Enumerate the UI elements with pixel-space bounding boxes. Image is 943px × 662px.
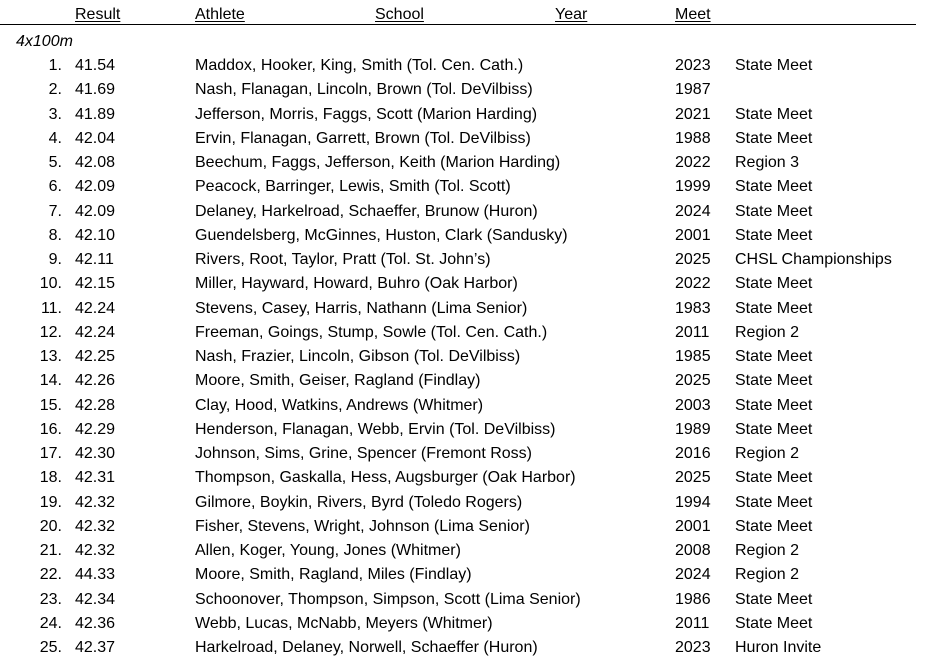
result-cell: 42.30 — [75, 445, 116, 462]
result-cell: 41.54 — [75, 57, 116, 74]
header-year: Year — [555, 6, 588, 23]
result-cell: 42.31 — [75, 469, 116, 487]
year-cell: 2021 — [675, 105, 711, 123]
year-cell: 2022 — [675, 154, 711, 171]
table-row — [0, 299, 943, 323]
year-cell: 1989 — [675, 420, 711, 438]
rank-cell: 19. — [39, 493, 62, 511]
result-cell: 41.69 — [75, 81, 116, 99]
result-cell: 42.04 — [75, 129, 116, 147]
athlete-cell: Nash, Frazier, Lincoln, Gibson (Tol. DeVilbiss) — [195, 348, 521, 365]
athlete-cell: Fisher, Stevens, Wright, Johnson (Lima Senior) — [195, 517, 530, 535]
result-cell: 42.32 — [75, 493, 116, 511]
athlete-cell: Webb, Lucas, McNabb, Meyers (Whitmer) — [195, 614, 493, 632]
header-school: School — [375, 6, 424, 23]
table-row — [0, 80, 943, 104]
table-row — [0, 323, 943, 347]
result-cell: 42.28 — [75, 396, 116, 414]
table-row — [0, 420, 943, 444]
event-label: 4x100m — [16, 33, 73, 50]
rank-cell: 14. — [39, 372, 62, 390]
meet-cell: State Meet — [735, 372, 813, 390]
result-cell: 42.08 — [75, 154, 116, 171]
meet-cell: State Meet — [735, 420, 813, 438]
table-row — [0, 565, 943, 589]
athlete-cell: Clay, Hood, Watkins, Andrews (Whitmer) — [195, 396, 484, 414]
result-cell: 42.36 — [75, 614, 116, 632]
athlete-cell: Freeman, Goings, Stump, Sowle (Tol. Cen. Cath.) — [195, 323, 548, 341]
rank-cell: 25. — [39, 639, 62, 656]
meet-cell: State Meet — [735, 226, 813, 244]
table-row — [0, 371, 943, 395]
rank-cell: 10. — [39, 275, 62, 293]
result-cell: 42.09 — [75, 202, 116, 220]
rank-cell: 5. — [48, 154, 62, 171]
meet-cell: State Meet — [735, 275, 813, 293]
table-row — [0, 129, 943, 153]
table-row — [0, 177, 943, 201]
result-cell: 44.33 — [75, 566, 116, 584]
year-cell: 2022 — [675, 275, 711, 293]
meet-cell: State Meet — [735, 57, 813, 74]
rank-cell: 16. — [39, 420, 62, 438]
rank-cell: 13. — [39, 348, 62, 365]
athlete-cell: Nash, Flanagan, Lincoln, Brown (Tol. DeVilbiss) — [195, 81, 533, 99]
meet-cell: State Meet — [735, 590, 813, 608]
year-cell: 2024 — [675, 566, 711, 584]
athlete-cell: Ervin, Flanagan, Garrett, Brown (Tol. DeVilbiss) — [195, 129, 531, 147]
athlete-cell: Allen, Koger, Young, Jones (Whitmer) — [195, 542, 461, 559]
rank-cell: 15. — [39, 396, 62, 414]
table-row — [0, 105, 943, 129]
result-cell: 42.09 — [75, 178, 116, 196]
meet-cell: State Meet — [735, 517, 813, 535]
year-cell: 2011 — [675, 614, 710, 632]
table-row — [0, 226, 943, 250]
year-cell: 1986 — [675, 590, 711, 608]
result-cell: 42.25 — [75, 348, 116, 365]
meet-cell: State Meet — [735, 348, 813, 365]
rank-cell: 4. — [48, 129, 62, 147]
table-row — [0, 493, 943, 517]
year-cell: 1994 — [675, 493, 711, 511]
year-cell: 2025 — [675, 251, 711, 268]
table-row — [0, 250, 943, 274]
meet-cell: State Meet — [735, 614, 813, 632]
table-row — [0, 468, 943, 492]
year-cell: 2001 — [675, 517, 711, 535]
athlete-cell: Moore, Smith, Ragland, Miles (Findlay) — [195, 566, 472, 584]
rank-cell: 22. — [39, 566, 62, 584]
table-row — [0, 153, 943, 177]
athlete-cell: Guendelsberg, McGinnes, Huston, Clark (Sandusky) — [195, 226, 568, 244]
year-cell: 1983 — [675, 299, 711, 317]
athlete-cell: Maddox, Hooker, King, Smith (Tol. Cen. Cath.) — [195, 57, 524, 74]
meet-cell: State Meet — [735, 396, 813, 414]
athlete-cell: Moore, Smith, Geiser, Ragland (Findlay) — [195, 372, 481, 390]
year-cell: 1987 — [675, 81, 711, 99]
athlete-cell: Johnson, Sims, Grine, Spencer (Fremont Ross) — [195, 445, 533, 462]
result-cell: 42.15 — [75, 275, 116, 293]
rank-cell: 6. — [48, 178, 62, 196]
result-cell: 42.32 — [75, 542, 116, 559]
athlete-cell: Thompson, Gaskalla, Hess, Augsburger (Oak Harbor) — [195, 469, 576, 487]
table-row — [0, 590, 943, 614]
header-athlete: Athlete — [195, 6, 245, 23]
meet-cell: Region 2 — [735, 566, 800, 584]
athlete-cell: Harkelroad, Delaney, Norwell, Schaeffer (Huron) — [195, 639, 538, 656]
result-cell: 42.37 — [75, 639, 116, 656]
rank-cell: 21. — [39, 542, 62, 559]
meet-cell: State Meet — [735, 299, 813, 317]
athlete-cell: Beechum, Faggs, Jefferson, Keith (Marion Harding) — [195, 154, 561, 171]
result-cell: 42.34 — [75, 590, 116, 608]
year-cell: 2024 — [675, 202, 711, 220]
athlete-cell: Jefferson, Morris, Faggs, Scott (Marion Harding) — [195, 105, 538, 123]
rank-cell: 7. — [48, 202, 62, 220]
meet-cell: State Meet — [735, 129, 813, 147]
meet-cell: Region 3 — [735, 154, 800, 171]
result-cell: 41.89 — [75, 105, 116, 123]
year-cell: 2025 — [675, 372, 711, 390]
year-cell: 2023 — [675, 57, 711, 74]
athlete-cell: Gilmore, Boykin, Rivers, Byrd (Toledo Rogers) — [195, 493, 523, 511]
rank-cell: 9. — [48, 251, 62, 268]
rank-cell: 3. — [48, 105, 62, 123]
year-cell: 1988 — [675, 129, 711, 147]
table-row — [0, 638, 943, 662]
rank-cell: 11. — [40, 299, 62, 317]
year-cell: 2001 — [675, 226, 711, 244]
result-cell: 42.24 — [75, 323, 116, 341]
athlete-cell: Peacock, Barringer, Lewis, Smith (Tol. Scott) — [195, 178, 511, 196]
table-row — [0, 274, 943, 298]
year-cell: 2016 — [675, 445, 711, 462]
athlete-cell: Miller, Hayward, Howard, Buhro (Oak Harbor) — [195, 275, 518, 293]
table-row — [0, 541, 943, 565]
header-result: Result — [75, 6, 121, 23]
athlete-cell: Schoonover, Thompson, Simpson, Scott (Lima Senior) — [195, 590, 581, 608]
year-cell: 1999 — [675, 178, 711, 196]
result-cell: 42.11 — [75, 251, 114, 268]
athlete-cell: Delaney, Harkelroad, Schaeffer, Brunow (Huron) — [195, 202, 538, 220]
rank-cell: 17. — [39, 445, 62, 462]
rank-cell: 18. — [39, 469, 62, 487]
result-cell: 42.10 — [75, 226, 116, 244]
rank-cell: 2. — [48, 81, 62, 99]
table-row — [0, 347, 943, 371]
meet-cell: State Meet — [735, 178, 813, 196]
meet-cell: State Meet — [735, 469, 813, 487]
meet-cell: CHSL Championships — [735, 251, 892, 268]
year-cell: 1985 — [675, 348, 711, 365]
results-list — [0, 56, 943, 662]
meet-cell: Region 2 — [735, 445, 800, 462]
year-cell: 2011 — [675, 323, 710, 341]
rank-cell: 12. — [39, 323, 62, 341]
table-row — [0, 614, 943, 638]
table-row — [0, 517, 943, 541]
meet-cell: State Meet — [735, 493, 813, 511]
table-row — [0, 202, 943, 226]
rank-cell: 23. — [39, 590, 62, 608]
meet-cell: State Meet — [735, 105, 813, 123]
athlete-cell: Stevens, Casey, Harris, Nathann (Lima Senior) — [195, 299, 528, 317]
result-cell: 42.26 — [75, 372, 116, 390]
table-row — [0, 396, 943, 420]
rank-cell: 24. — [39, 614, 62, 632]
result-cell: 42.32 — [75, 517, 116, 535]
year-cell: 2023 — [675, 639, 711, 656]
year-cell: 2008 — [675, 542, 711, 559]
table-header — [0, 0, 916, 25]
meet-cell: Region 2 — [735, 323, 800, 341]
header-meet: Meet — [675, 6, 711, 23]
table-row — [0, 444, 943, 468]
rank-cell: 8. — [48, 226, 62, 244]
year-cell: 2025 — [675, 469, 711, 487]
rank-cell: 1. — [48, 57, 62, 74]
athlete-cell: Rivers, Root, Taylor, Pratt (Tol. St. John’s) — [195, 251, 491, 268]
table-row — [0, 56, 943, 80]
athlete-cell: Henderson, Flanagan, Webb, Ervin (Tol. DeVilbiss) — [195, 420, 556, 438]
result-cell: 42.24 — [75, 299, 116, 317]
year-cell: 2003 — [675, 396, 711, 414]
result-cell: 42.29 — [75, 420, 116, 438]
rank-cell: 20. — [39, 517, 62, 535]
meet-cell: Huron Invite — [735, 639, 822, 656]
meet-cell: Region 2 — [735, 542, 800, 559]
meet-cell: State Meet — [735, 202, 813, 220]
